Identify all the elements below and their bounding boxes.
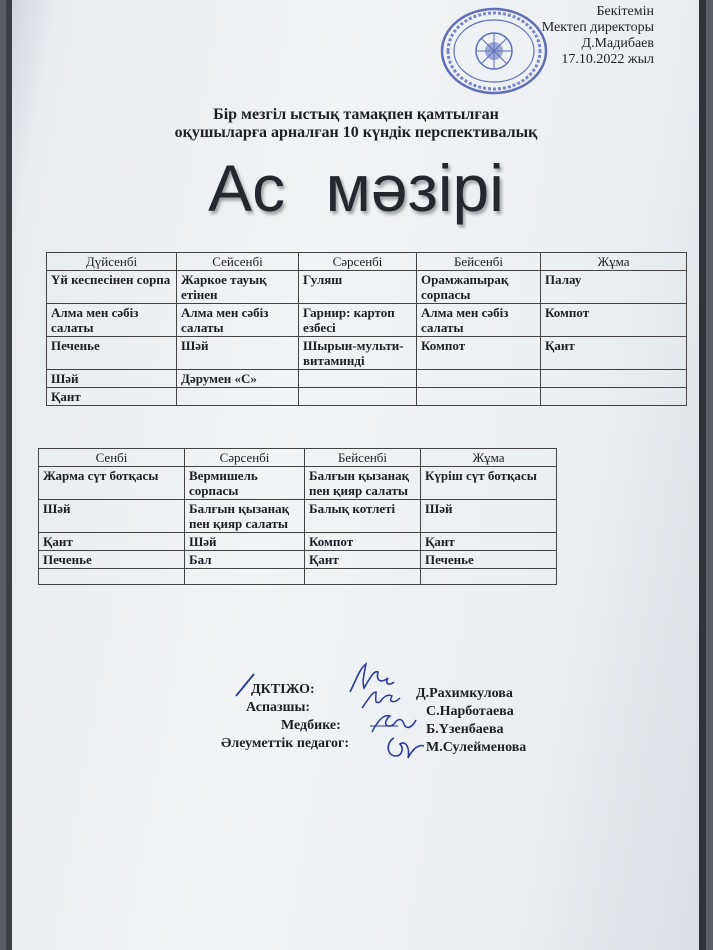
menu-cell: Печенье <box>47 337 177 370</box>
menu-cell <box>299 388 417 406</box>
paper-edge <box>699 0 706 950</box>
menu-cell: Компот <box>541 304 687 337</box>
approval-block <box>542 4 654 68</box>
menu-cell: Қант <box>541 337 687 370</box>
menu-cell: Қант <box>47 388 177 406</box>
subtitle-line: Бір мезгіл ыстық тамақпен қамтылған <box>213 106 499 123</box>
signature-role: ДКТІЖО: <box>251 682 315 697</box>
page-title: Ас мәзірі <box>208 151 504 225</box>
menu-cell <box>421 569 557 585</box>
menu-cell <box>185 569 305 585</box>
subtitle-line: оқушыларға арналған 10 күндік перспективалық <box>174 124 538 141</box>
table-row <box>39 533 557 551</box>
day-header: Бейсенбі <box>305 449 421 467</box>
table-row <box>39 551 557 569</box>
menu-document <box>6 0 706 950</box>
table-row <box>47 388 687 406</box>
menu-cell: Компот <box>417 337 541 370</box>
signature-name: С.Нарботаева <box>426 704 514 719</box>
menu-table-week2 <box>38 448 557 585</box>
menu-cell: Палау <box>541 271 687 304</box>
menu-cell <box>177 388 299 406</box>
menu-cell <box>39 569 185 585</box>
menu-cell: Балғын қызанақ пен қияр салаты <box>185 500 305 533</box>
menu-cell: Алма мен сәбіз салаты <box>47 304 177 337</box>
menu-cell: Алма мен сәбіз салаты <box>177 304 299 337</box>
table-row <box>47 271 687 304</box>
menu-cell <box>541 388 687 406</box>
menu-cell: Алма мен сәбіз салаты <box>417 304 541 337</box>
menu-cell: Күріш сүт ботқасы <box>421 467 557 500</box>
table-row <box>39 467 557 500</box>
table-header-row <box>39 449 557 467</box>
menu-cell: Қант <box>305 551 421 569</box>
menu-cell: Үй кеспесінен сорпа <box>47 271 177 304</box>
signature-name: М.Сулейменова <box>426 740 527 755</box>
menu-cell: Орамжапырақ сорпасы <box>417 271 541 304</box>
table-row <box>47 370 687 388</box>
menu-cell: Гуляш <box>299 271 417 304</box>
handwritten-mark-icon <box>232 672 260 698</box>
menu-cell: Жарма сүт ботқасы <box>39 467 185 500</box>
signature-name: Д.Рахимкулова <box>416 686 513 701</box>
menu-cell <box>417 388 541 406</box>
menu-cell: Компот <box>305 533 421 551</box>
menu-cell: Дәрумен «С» <box>177 370 299 388</box>
paper-edge <box>6 0 12 950</box>
handwritten-signature-icon <box>384 730 428 764</box>
menu-cell: Қант <box>421 533 557 551</box>
day-header: Сенбі <box>39 449 185 467</box>
menu-cell <box>305 569 421 585</box>
day-header: Сәрсенбі <box>299 253 417 271</box>
menu-cell: Шәй <box>177 337 299 370</box>
approval-date: 17.10.2022 жыл <box>561 52 654 67</box>
menu-cell: Қант <box>39 533 185 551</box>
menu-cell: Шәй <box>185 533 305 551</box>
table-row <box>47 337 687 370</box>
menu-cell: Балғын қызанақ пен қияр салаты <box>305 467 421 500</box>
menu-cell: Шәй <box>421 500 557 533</box>
day-header: Жұма <box>541 253 687 271</box>
menu-cell: Шәй <box>39 500 185 533</box>
day-header: Сейсенбі <box>177 253 299 271</box>
menu-cell: Печенье <box>39 551 185 569</box>
signature-role: Медбике: <box>281 718 341 733</box>
approval-line: Д.Мадибаев <box>581 36 654 51</box>
day-header: Сәрсенбі <box>185 449 305 467</box>
table-header-row <box>47 253 687 271</box>
table-row <box>39 569 557 585</box>
menu-cell <box>541 370 687 388</box>
approval-line: Мектеп директоры <box>541 20 654 35</box>
approval-line: Бекітемін <box>596 4 654 19</box>
menu-cell: Балық котлеті <box>305 500 421 533</box>
document-subtitle <box>6 106 706 142</box>
menu-cell: Гарнир: картоп езбесі <box>299 304 417 337</box>
menu-cell <box>417 370 541 388</box>
menu-cell: Печенье <box>421 551 557 569</box>
menu-cell: Бал <box>185 551 305 569</box>
official-stamp-icon <box>434 6 554 96</box>
day-header: Дүйсенбі <box>47 253 177 271</box>
table-row <box>47 304 687 337</box>
menu-cell: Жаркое тауық етінен <box>177 271 299 304</box>
day-header: Бейсенбі <box>417 253 541 271</box>
menu-table-week1 <box>46 252 687 406</box>
menu-cell: Шырын-мульти-витаминді <box>299 337 417 370</box>
menu-cell: Вермишель сорпасы <box>185 467 305 500</box>
table-row <box>39 500 557 533</box>
signature-role: Аспазшы: <box>246 700 311 715</box>
menu-cell: Шәй <box>47 370 177 388</box>
menu-cell <box>299 370 417 388</box>
signature-role: Әлеуметтік педагог: <box>221 736 350 751</box>
signature-name: Б.Үзенбаева <box>426 722 504 737</box>
day-header: Жұма <box>421 449 557 467</box>
